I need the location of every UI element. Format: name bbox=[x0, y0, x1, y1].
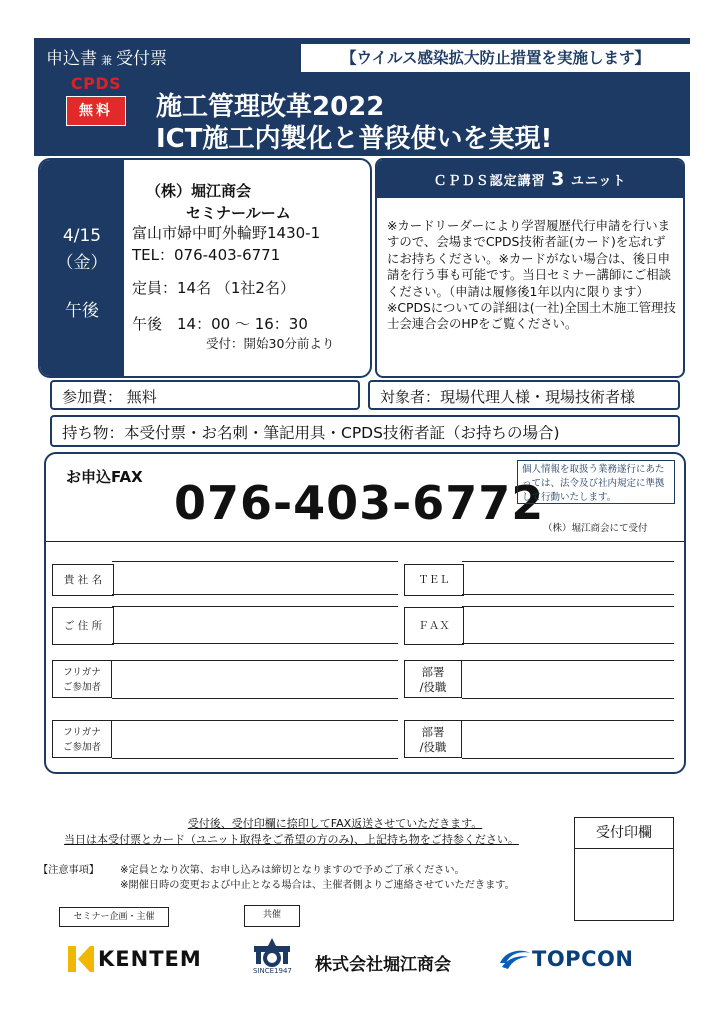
label-fax: ＦＡＸ bbox=[404, 607, 464, 645]
tel-field-top bbox=[462, 561, 674, 562]
organizer-name: （株）堀江商会 bbox=[146, 182, 252, 200]
venue-name: セミナールーム bbox=[186, 204, 291, 222]
free-badge: 無料 bbox=[66, 96, 126, 126]
dept-2-field[interactable] bbox=[462, 758, 674, 759]
title-line-1: 施工管理改革2022 bbox=[156, 92, 385, 122]
dept-1-field[interactable] bbox=[462, 698, 674, 699]
cpds-logo: CPDS bbox=[70, 74, 122, 93]
footer-line-2: 当日は本受付票とカード（ユニット取得をご希望の方のみ)、上記持ち物をご持参ください。 bbox=[64, 833, 519, 846]
capacity: 定員：14名 （1社2名） bbox=[132, 279, 295, 297]
target-box: 対象者：現場代理人様・現場技術者様 bbox=[368, 380, 680, 410]
title-line-2: ICT施工内製化と普段使いを実現! bbox=[156, 124, 553, 154]
privacy-note: 個人情報を取扱う業務遂行にあたっては、法令及び社内規定に準拠して行動いたします。 bbox=[517, 460, 675, 504]
organizer-label: セミナー企画・主催 bbox=[59, 907, 169, 927]
topcon-logo-icon bbox=[498, 947, 532, 971]
form-divider bbox=[46, 541, 684, 542]
tel-field[interactable] bbox=[462, 594, 674, 595]
stamp-label: 受付印欄 bbox=[575, 818, 673, 849]
address-field[interactable] bbox=[112, 643, 398, 644]
participant-2-furigana-field[interactable] bbox=[112, 720, 398, 721]
participant-2-field[interactable] bbox=[112, 758, 398, 759]
fax-field[interactable] bbox=[462, 643, 674, 644]
document-type: 申込書 兼 受付票 bbox=[46, 49, 167, 69]
kentem-logo-text: KENTEM bbox=[98, 947, 202, 971]
application-form bbox=[44, 452, 686, 774]
label-participant-1: フリガナ ご参加者 bbox=[52, 660, 112, 698]
received-by: （株）堀江商会にて受付 bbox=[543, 523, 648, 534]
participant-1-furigana-field[interactable] bbox=[112, 660, 398, 661]
cpds-units: 3 bbox=[551, 168, 566, 190]
address-field-top bbox=[112, 606, 398, 607]
fee-box: 参加費： 無料 bbox=[50, 380, 360, 410]
belongings-box: 持ち物：本受付票・お名刺・筆記用具・CPDS技術者証（お持ちの場合) bbox=[50, 415, 680, 447]
virus-notice: 【ウイルス感染拡大防止措置を実施します】 bbox=[301, 44, 690, 72]
label-dept-1: 部署 /役職 bbox=[404, 660, 462, 698]
label-tel: ＴＥＬ bbox=[404, 564, 464, 596]
stamp-box bbox=[574, 817, 674, 921]
topcon-logo-text: TOPCON bbox=[532, 947, 634, 971]
cpds-heading: ＣＰＤＳ認定講習 3 ユニット bbox=[377, 160, 683, 198]
fax-number: 076-403-6772 bbox=[174, 476, 545, 530]
dept-2-field-top bbox=[462, 720, 674, 721]
cohost-label: 共催 bbox=[244, 905, 300, 927]
horie-emblem-icon bbox=[254, 938, 290, 968]
fax-label: お申込FAX bbox=[66, 468, 143, 486]
label-dept-2: 部署 /役職 bbox=[404, 720, 462, 758]
label-company: 貴 社 名 bbox=[52, 564, 114, 596]
company-field[interactable] bbox=[112, 594, 398, 595]
cpds-description: ※カードリーダーにより学習履歴代行申請を行いますので、会場までCPDS技術者証(カード)を忘れずにお持ちください。※カードがない場合は、後日申請を行う事も可能です。当日セミナー講師にご相談ください。（申請は履修後1年以内に限ります）※CPDSについての詳細は(一社)全国土木施工管理技士会連合会のHPをご覧ください。 bbox=[387, 218, 676, 332]
label-address: ご 住 所 bbox=[52, 607, 114, 645]
event-weekday: （金） bbox=[56, 253, 108, 273]
event-time: 午後 14：00 ～ 16：30 bbox=[132, 315, 308, 333]
cpds-info-box bbox=[375, 158, 685, 378]
company-field-top bbox=[112, 561, 398, 562]
reception-time: 受付：開始30分前より bbox=[206, 336, 335, 351]
event-period: 午後 bbox=[65, 301, 99, 321]
horie-since: SINCE1947 bbox=[253, 967, 292, 975]
horie-company-name: 株式会社堀江商会 bbox=[315, 955, 451, 975]
dept-1-field-top bbox=[462, 660, 674, 661]
venue-address: 富山市婦中町外輪野1430-1 bbox=[132, 224, 321, 242]
label-participant-2: フリガナ ご参加者 bbox=[52, 720, 112, 758]
note-2: ※開催日時の変更および中止となる場合は、主催者側よりご連絡させていただきます。 bbox=[120, 880, 515, 891]
footer-line-1: 受付後、受付印欄に捺印してFAX返送させていただきます。 bbox=[187, 817, 483, 830]
notes-label: 【注意事項】 bbox=[38, 865, 100, 876]
kentem-logo-icon bbox=[68, 946, 94, 972]
event-date-column bbox=[40, 160, 124, 376]
note-1: ※定員となり次第、お申し込みは締切となりますので予めご了承ください。 bbox=[120, 865, 465, 876]
fax-field-top bbox=[462, 606, 674, 607]
participant-1-field[interactable] bbox=[112, 698, 398, 699]
event-info-box bbox=[38, 158, 372, 378]
event-date: 4/15 bbox=[62, 226, 102, 246]
venue-tel: TEL：076-403-6771 bbox=[132, 246, 281, 264]
